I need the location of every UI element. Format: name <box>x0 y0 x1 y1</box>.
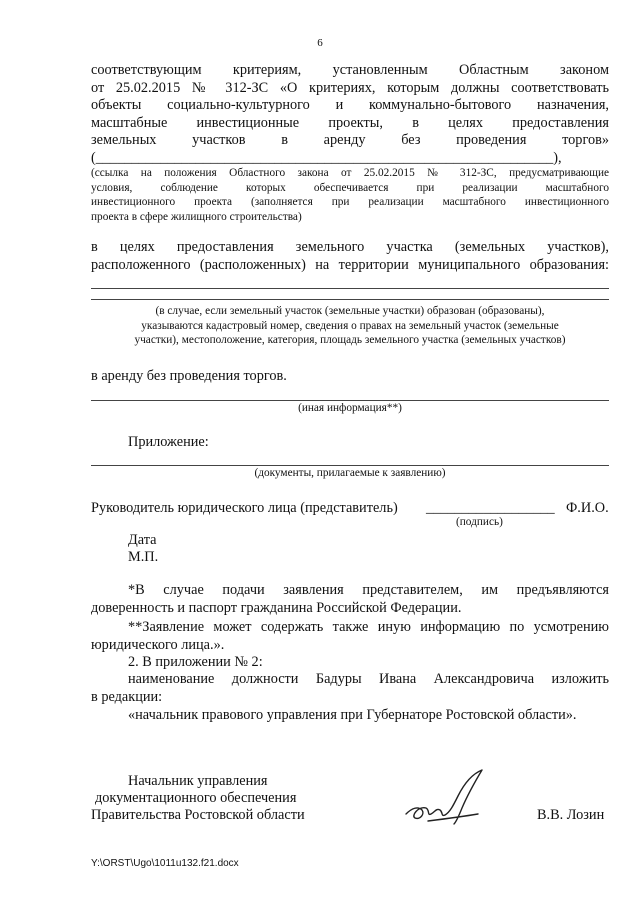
fill-line <box>91 288 609 289</box>
signature-caption: (подпись) <box>456 516 503 528</box>
note-line: (в случае, если земельный участок (земельные участки) образован (образованы), <box>155 305 545 317</box>
text-line: доверенность и паспорт гражданина Российской Федерации. <box>91 599 462 616</box>
item2-text <box>91 671 609 706</box>
lease-text: в аренду без проведения торгов. <box>91 368 287 384</box>
date-label: Дата <box>128 532 157 548</box>
criteria-paragraph <box>91 62 609 167</box>
item2-quote: «начальник правового управления при Губернаторе Ростовской области». <box>128 707 577 723</box>
text-line: *В случае подачи заявления представителем, им предъявляются <box>128 582 609 598</box>
attachment-label: Приложение: <box>128 434 209 450</box>
signatory-line: Правительства Ростовской области <box>91 807 305 823</box>
footnote-representative <box>91 582 609 617</box>
footnote-other-info <box>91 619 609 654</box>
text-line: расположенного (расположенных) на территории муниципального образования: <box>91 256 609 273</box>
item2-title: 2. В приложении № 2: <box>128 654 263 670</box>
page-number: 6 <box>317 37 323 49</box>
fill-line <box>91 299 609 300</box>
stamp-label: М.П. <box>128 549 159 565</box>
text-line: объекты социально-культурного и коммунально-бытового назначения, <box>91 97 609 113</box>
signatory-name: В.В. Лозин <box>537 807 605 823</box>
note-line: участки), местоположение, категория, площадь земельного участка (земельных участков) <box>134 334 566 346</box>
signatory-line: Начальник управления <box>128 773 268 789</box>
note-line: указываются кадастровый номер, сведения о правах на земельный участок (земельные <box>141 319 559 332</box>
text-line: соответствующим критериям, установленным Областным законом <box>91 62 609 78</box>
text-line: **Заявление может содержать также иную информацию по усмотрению <box>128 619 609 635</box>
note-line: условия, соблюдение которых обеспечивается при реализации масштабного <box>91 181 609 194</box>
attachment-caption: (документы, прилагаемые к заявлению) <box>254 467 446 479</box>
fio-label: Ф.И.О. <box>566 500 609 516</box>
purpose-paragraph <box>91 239 609 274</box>
note-line: инвестиционного проекта (заполняется при реализации масштабного инвестиционного <box>91 196 609 208</box>
handwritten-signature <box>398 768 498 832</box>
text-line: масштабные инвестиционные проекты, в целях предоставления <box>91 114 609 131</box>
signature-blank: __________________ <box>426 500 555 516</box>
note-line: (ссылка на положения Областного закона от 25.02.2015 № 312-ЗС, предусматривающие <box>91 167 609 179</box>
note-line: проекта в сфере жилищного строительства) <box>91 210 302 223</box>
text-line: (________________________________________________________________), <box>91 149 562 166</box>
text-line: земельных участков в аренду без проведения торгов» <box>91 132 609 148</box>
law-reference-note <box>91 166 609 224</box>
text-line: наименование должности Бадуры Ивана Александровича изложить <box>128 671 609 687</box>
signatory-line: документационного обеспечения <box>95 790 297 806</box>
text-line: юридического лица.». <box>91 636 225 653</box>
other-info-caption: (иная информация**) <box>298 402 402 414</box>
head-label: Руководитель юридического лица (представитель) <box>91 500 398 516</box>
text-line: в редакции: <box>91 688 163 705</box>
text-line: от 25.02.2015 № 312-ЗС «О критериях, которым должны соответствовать <box>91 79 609 96</box>
file-path-footer: Y:\ORST\Ugo\1011u132.f21.docx <box>91 858 239 869</box>
text-line: в целях предоставления земельного участка (земельных участков), <box>91 239 609 255</box>
land-plot-note <box>91 304 609 348</box>
